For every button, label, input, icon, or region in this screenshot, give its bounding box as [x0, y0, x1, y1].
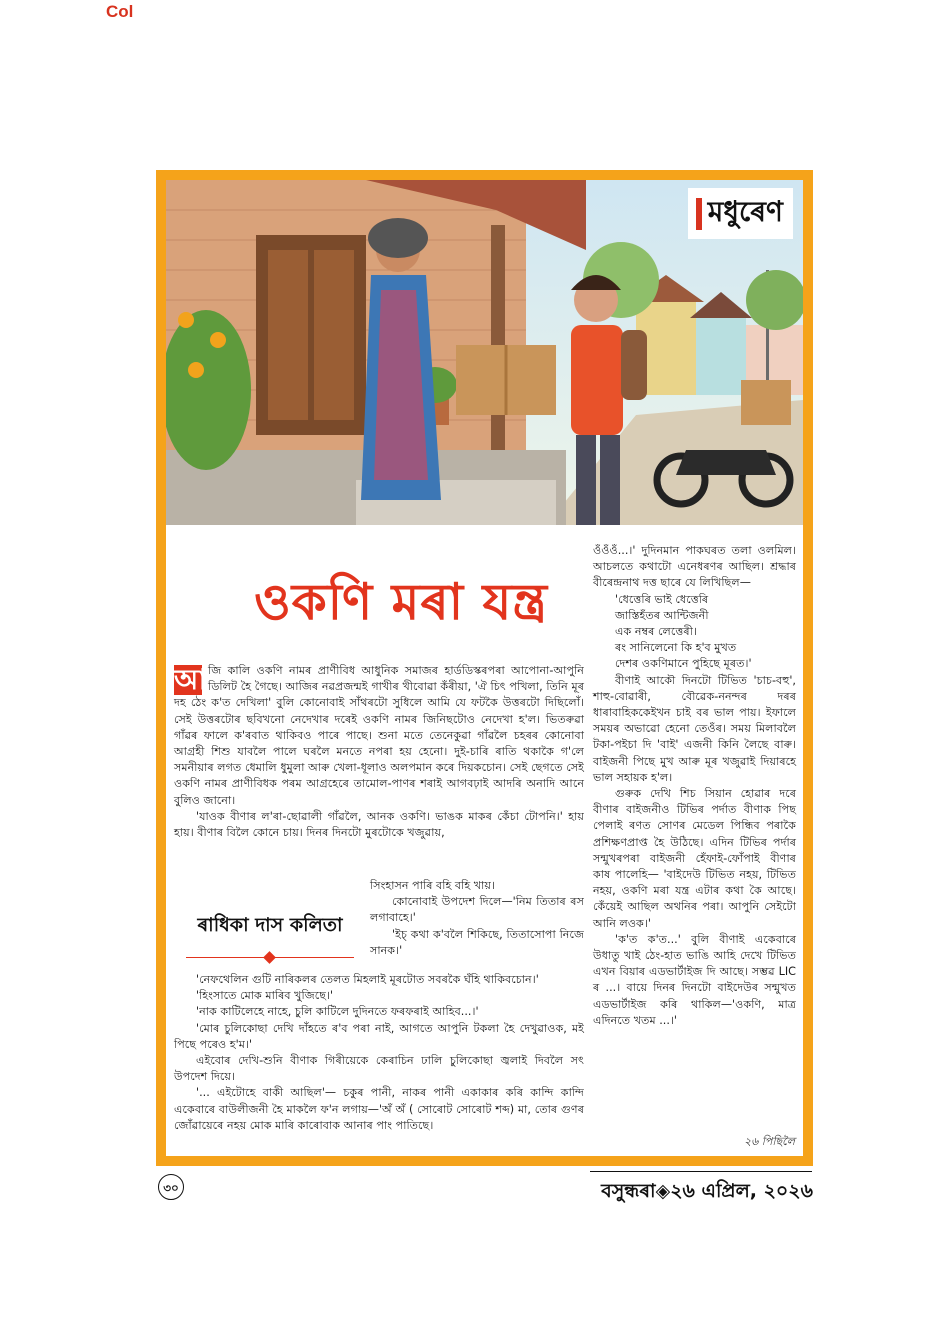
article-panel — [166, 180, 803, 1156]
paragraph: গুৰুক দেখি শিচ সিয়ান হোৱাৰ দৰে বীণাৰ বাইজনীও টিভিৰ পৰ্দাত বীণাক পিছ পেলাই ৰণত সোণৰ মেডেল পিন্ধিব পৰাকৈ প্ৰশিক্ষণপ্ৰাপ্ত হৈ উঠিছে। এদিন টিভিৰ পৰ্দাৰ সন্মুখৰপৰা বাইজনী হেঁফাই-ফোঁপাই বীণাৰ কাষ পালেহি— 'বাইদেউ টিভিত নহয়, টিভিত নহয়, ওকণি মৰা যন্ত্ৰ এটাৰ কথা কৈ আছে। কেঁয়েই আছিল অথনিৰ পৰা। আপুনি সেইটো আনি লওক।' — [593, 787, 796, 930]
paragraph: সিংহাসন পাৰি বহি বহি খায়। — [370, 879, 495, 892]
verse-line: ৰং সানিলেনো কি হ'ব মুখত — [615, 641, 737, 655]
paragraph: জি কালি ওকণি নামৰ প্ৰাণীবিধ আধুনিক সমাজৰ হাৰ্ডডিস্কৰপৰা আপোনা-আপুনি ডিলিট হৈ গৈছে। আজিৰ নৱপ্ৰজন্মই গাখীৰ খীবোৱা কঁৰীয়া, 'ঐ চিৎ পখিলা, তিনি মূৰ দহ ঠেং ক'ত দেখিলা' বুলি কোনোবাই সাঁথৰটো সুধিলে আমি যে ফটকৈ উত্তৰটো দিছিলোঁ। সেই উত্তৰটোৰ ছবিখনো নেদেখাৰ দৰেই ওকণি নামৰ জিনিছটোও নেদেখা হ'ল। ভিতৰুৱা গাঁৱৰ ফালে ক'ৰবাত থাকিবও পাৰে পাছে। শুনা মতে তেনেকুৱা গাঁৱলৈ চহৰৰ কোনোবা আগ্ৰহী শিশু যাবলৈ পালে ঘৰলৈ মনতে নপৰা হয় হেনো। দুই-চাৰি ৰাতি থকাকৈ গ'লে সমনীয়াৰ লগত ধেমালি ধুমুলা আৰু খেলা-ধূলাও অলপমান কৰে দিয়কচোন। সেই ছেগতে সেই ওকণি নামৰ প্ৰাণীবিধক পৰম আগ্ৰহেৰে তামোল-পাণৰ শৰাই আগবঢ়াই আদৰি অনাদি আনে বুলিও জানো। — [174, 664, 584, 807]
paragraph: ওঁওঁওঁ...।' দুদিনমান পাকঘৰত তলা ওলমিল। আচলতে কথাটো এনেধৰণৰ আছিল। শ্ৰদ্ধাৰ বীৰেন্দ্ৰনাথ দত্ত ছাৰে যে লিখিছিল— — [593, 544, 796, 590]
paragraph: বীণাই আকৌ দিনটো টিভিত 'চাচ-বহু', শাহু-বোৱাৰী, বৌৱেক-ননন্দৰ দৰৰ ধাৰাবাহিককেইখন চাই বৰ ভাল পায়। ইফালে সময়ৰ অভাৱো হেনো তেওঁৰ। সময় মিলাবলৈ টকা-পইচা দি 'বাই' এজনী কিনি লৈছে বাৰু। বাইজনী পিছে মুখ আৰু মূৰ খজুৱাই দিয়াৰহে ভাল সহায়ক হ'ল। — [593, 673, 796, 784]
paragraph: 'ইচ্ কথা ক'বলৈ শিকিছে, তিতাসোপা নিজে সানক।' — [370, 927, 584, 957]
column-2 — [593, 543, 796, 1029]
footer-rule — [590, 1171, 812, 1172]
section-tag-label: মধুৰেণ — [707, 195, 783, 228]
author-block — [180, 911, 360, 965]
column-1 — [174, 663, 584, 841]
author-rule — [180, 951, 360, 965]
issue-date: ২৬ এপ্ৰিল, ২০২৬ — [670, 1180, 813, 1202]
paragraph: 'ক'ত ক'ত...' বুলি বীণাই একেবাৰে উধাতু খাই ঠেং-হাত ভাঙি আহি দেখে টিভিত এখন বিয়াৰ এডভাৰ্টাইজ দি আছে। সম্ভৱ LIC ৰ ...। বায়ে দিনৰ দিনটো বাইদেউৰ সন্মুখত এডভাৰ্টাইজ কৰি থাকিল—'ওকণি, মাত্ৰ এদিনতে খতম ...।' — [593, 932, 796, 1027]
footer — [601, 1177, 813, 1209]
column-1-right-block — [370, 878, 584, 959]
verse-line: 'ধেত্তেৰি ভাই ধেত্তেৰি — [615, 592, 709, 606]
paragraph: 'নাক কাটিলেহে নাহে, চুলি কাটিলে দুদিনতে ফৰফৰাই আহিব...।' — [196, 1005, 479, 1019]
corner-tag: Col — [106, 2, 134, 21]
paragraph: কোনোবাই উপদেশ দিলে—'নিম তিতাৰ ৰস লগাবাহে।' — [370, 895, 584, 925]
dropcap: আ — [174, 663, 207, 696]
author-name: ৰাধিকা দাস কলিতা — [197, 914, 343, 936]
paragraph: '... এইটোহে বাকী আছিল'— চকুৰ পানী, নাকৰ পানী একাকাৰ কৰি কান্দি কান্দি একেবাৰে বাউলীজনী হৈ মাকলৈ ফ'ন লগায়—'অঁ অঁ ( সোৰোট সোৰোট শব্দ) মা, তোৰ গুণৰ জোঁৱায়েৰে নহয় মোক মাৰি কাৰোবাক আনাৰ পাং পাতিছে। — [174, 1086, 584, 1132]
continued-note: ২৬ পিছিলৈ — [743, 1135, 795, 1148]
paragraph: 'হিংসাতে মোক মাৰিব খুজিছে।' — [196, 989, 334, 1003]
column-1-lower — [174, 972, 584, 1134]
verse-line: জাস্তিহঁতৰ আন্টিজনী — [615, 608, 709, 622]
section-tag — [688, 188, 793, 239]
paragraph: 'মোৰ চুলিকোছা দেখি দাঁহতে ৰ'ব পৰা নাই, আগতে আপুনি টকলা হৈ দেখুৱাওক, মই পিছে পৰেও হ'ম।' — [174, 1021, 584, 1051]
magazine-name: বসুন্ধৰা — [601, 1180, 656, 1202]
verse-line: দেশৰ ওকণিমানে পুহিছে মূৰত।' — [615, 657, 752, 671]
section-tag-bar — [696, 198, 702, 230]
paragraph: এইবোৰ দেখি-শুনি বীণাক গিৰীয়েকে কেৰাচিন ঢালি চুলিকোছা জ্বলাই দিবলৈ সৎ উপদেশ দিয়ে। — [174, 1054, 584, 1084]
paragraph: 'যাওক বীণাৰ ল'ৰা-ছোৱালী গাঁৱলৈ, আনক ওকণি। ভাঙক মাকৰ কেঁচা টোপনি।' হায় হায়। বীণাৰ বিলৈ কোনে চায়। দিনৰ দিনটো মুৰটোকে খজুৱায়, — [174, 809, 584, 840]
verse-line: এক নম্বৰ লেত্তেৰী। — [615, 625, 697, 639]
page-number: ৩০ — [158, 1174, 184, 1200]
paragraph: 'নেফথেলিন গুটি নাৰিকলৰ তেলত মিহলাই মূৰটোত সবৰকৈ ঘঁহি থাকিবচোন।' — [196, 973, 539, 986]
article-title: ওকণি মৰা যন্ত্ৰ — [253, 573, 549, 631]
diamond-ornament-icon — [263, 951, 276, 964]
logo-swirl-icon: ◈ — [655, 1180, 671, 1202]
